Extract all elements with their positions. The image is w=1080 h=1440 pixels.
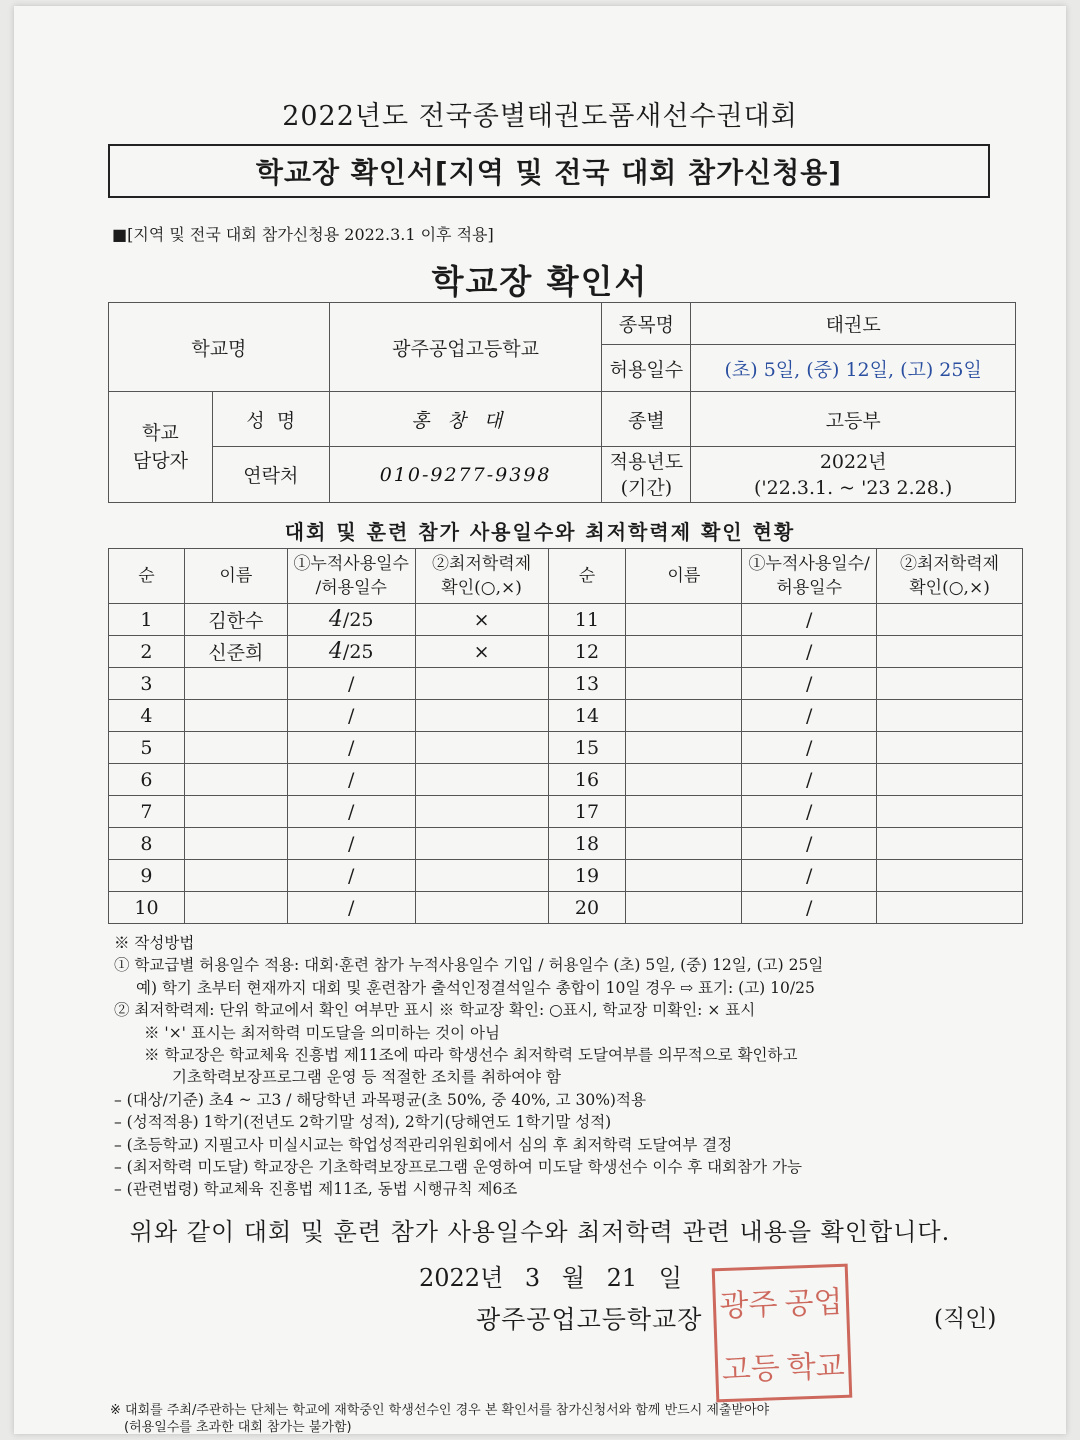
table-row [109, 636, 1023, 668]
student-name [626, 828, 742, 860]
instruction-line: – (초등학교) 지필고사 미실시교는 학업성적관리위원회에서 심의 후 최저학력 도달여부 결정 [114, 1135, 733, 1154]
row-number: 3 [109, 668, 185, 700]
date-year: 2022년 [419, 1264, 504, 1292]
form-title: 학교장 확인서[지역 및 전국 대회 참가신청용] [108, 144, 990, 198]
days-allowed: / [348, 705, 355, 727]
days-allowed: / [348, 769, 355, 791]
days-used-count: 4 [328, 639, 343, 664]
allowed-days: (초) 5일, (중) 12일, (고) 25일 [691, 345, 1016, 392]
days-used [742, 668, 877, 700]
days-allowed: / [805, 865, 813, 887]
min-academic-check [877, 604, 1023, 636]
days-used [287, 796, 415, 828]
header-days: ①누적사용일수/ 허용일수 [742, 549, 877, 604]
footer-line: (허용일수를 초과한 대회 참가는 불가함) [124, 1420, 352, 1435]
days-allowed: / [348, 801, 355, 823]
row-number: 16 [548, 764, 626, 796]
date-day: 21 일 [606, 1264, 682, 1292]
days-used [742, 700, 877, 732]
table-row [109, 828, 1023, 860]
row-number: 11 [548, 604, 626, 636]
days-used [742, 860, 877, 892]
year-cell [691, 447, 1016, 503]
phone-label: 연락처 [212, 447, 329, 503]
days-allowed: /25 [342, 641, 374, 663]
category: 고등부 [691, 392, 1016, 447]
min-academic-check [877, 732, 1023, 764]
days-used [287, 892, 415, 924]
stamp-char: 학교 [786, 1348, 846, 1386]
row-number: 5 [109, 732, 185, 764]
row-number: 20 [548, 892, 626, 924]
confirmation-text: 위와 같이 대회 및 훈련 참가 사용일수와 최저학력 관련 내용을 확인합니다. [129, 1218, 951, 1246]
days-allowed: / [805, 673, 813, 695]
instruction-line: ① 학교급별 허용일수 적용: 대회·훈련 참가 누적사용일수 기입 / 허용일수 (초) 5일, (중) 12일, (고) 25일 [114, 956, 824, 975]
school-name: 광주공업고등학교 [329, 303, 602, 392]
student-name [626, 732, 742, 764]
days-allowed: / [805, 769, 813, 791]
instruction-line: ※ '×' 표시는 최저학력 미도달을 의미하는 것이 아님 [144, 1023, 500, 1042]
days-used [742, 764, 877, 796]
days-used [742, 732, 877, 764]
min-academic-check: × [415, 604, 548, 636]
row-number: 15 [548, 732, 626, 764]
days-used [287, 764, 415, 796]
row-number: 7 [109, 796, 185, 828]
student-name [626, 860, 742, 892]
student-name [184, 892, 287, 924]
row-number: 6 [109, 764, 185, 796]
row-number: 4 [109, 700, 185, 732]
school-name-label: 학교명 [109, 303, 330, 392]
min-academic-check [877, 828, 1023, 860]
days-used [742, 796, 877, 828]
contact-phone: 010-9277-9398 [329, 447, 602, 503]
stamp-char: 고등 [721, 1351, 781, 1389]
table-row [109, 796, 1023, 828]
days-used [287, 828, 415, 860]
header-days: ①누적사용일수 /허용일수 [287, 549, 415, 604]
document-page [14, 6, 1066, 1434]
sport-label: 종목명 [602, 303, 691, 345]
days-used [742, 828, 877, 860]
instruction-line: ※ 학교장은 학교체육 진흥법 제11조에 따라 학생선수 최저학력 도달여부를 의무적으로 확인하고 [144, 1046, 798, 1065]
signer: 광주공업고등학교장 [476, 1305, 703, 1334]
days-allowed: / [805, 737, 813, 759]
days-used [287, 636, 415, 668]
roster-header-row [109, 549, 1023, 604]
contact-signature: 홍창대 [329, 392, 602, 447]
table-row [109, 700, 1023, 732]
header-name: 이름 [184, 549, 287, 604]
row-number: 10 [109, 892, 185, 924]
row-number: 19 [548, 860, 626, 892]
seal-note: (직인) [934, 1306, 997, 1332]
instruction-line: – (최저학력 미도달) 학교장은 기초학력보장프로그램 운영하여 미도달 학생선수 이수 후 대회참가 가능 [114, 1158, 802, 1177]
header-no: 순 [548, 549, 626, 604]
min-academic-check [415, 860, 548, 892]
instruction-line: – (관련법령) 학교체육 진흥법 제11조, 동법 시행규칙 제6조 [114, 1180, 518, 1199]
min-academic-check [877, 668, 1023, 700]
student-name [184, 700, 287, 732]
days-allowed: / [348, 737, 355, 759]
student-name [626, 700, 742, 732]
row-number: 14 [548, 700, 626, 732]
school-info-table [108, 302, 1016, 503]
signing-date [419, 1258, 682, 1293]
stamp-char: 광주 [718, 1287, 779, 1325]
table-row [109, 860, 1023, 892]
min-academic-check [877, 764, 1023, 796]
school-seal-stamp [712, 1264, 853, 1403]
min-academic-check [415, 828, 548, 860]
header-check: ②최저학력제 확인(○,×) [877, 549, 1023, 604]
table-row [109, 892, 1023, 924]
student-name [184, 796, 287, 828]
instruction-line: ※ 작성방법 [114, 934, 195, 952]
section-heading: 대회 및 훈련 참가 사용일수와 최저학력제 확인 현황 [284, 520, 796, 544]
days-used [287, 732, 415, 764]
min-academic-check: × [415, 636, 548, 668]
application-year: 2022년 [819, 450, 887, 473]
min-academic-check [415, 732, 548, 764]
student-name [184, 860, 287, 892]
name-label: 성 명 [212, 392, 329, 447]
days-used [287, 700, 415, 732]
days-allowed: / [805, 609, 813, 631]
days-allowed: / [805, 833, 813, 855]
roster-table [108, 548, 1023, 924]
days-allowed: / [348, 833, 355, 855]
min-academic-check [877, 700, 1023, 732]
header-check: ②최저학력제 확인(○,×) [415, 549, 548, 604]
row-number: 17 [548, 796, 626, 828]
min-academic-check [415, 892, 548, 924]
min-academic-check [877, 636, 1023, 668]
days-used [287, 604, 415, 636]
instructions [114, 932, 1034, 1201]
days-used-count: 4 [328, 607, 343, 632]
main-heading: 학교장 확인서 [431, 262, 649, 301]
student-name [626, 796, 742, 828]
instruction-line: ② 최저학력제: 단위 학교에서 확인 여부만 표시 ※ 학교장 확인: ○표시, 학교장 미확인: × 표시 [114, 1001, 756, 1020]
sport: 태권도 [691, 303, 1016, 345]
days-used [742, 604, 877, 636]
footer-note [110, 1402, 769, 1436]
instruction-line: 기초학력보장프로그램 운영 등 적절한 조치를 취하여야 함 [172, 1068, 561, 1087]
allowed-days-label: 허용일수 [602, 345, 691, 392]
stamp-char: 공업 [783, 1284, 844, 1322]
days-allowed: / [805, 705, 813, 727]
days-used [742, 636, 877, 668]
student-name [626, 668, 742, 700]
days-used [742, 892, 877, 924]
min-academic-check [415, 764, 548, 796]
footer-line: ※ 대회를 주최/주관하는 단체는 학교에 재학중인 학생선수인 경우 본 확인서를 참가신청서와 함께 반드시 제출받아야 [110, 1403, 770, 1418]
student-name [184, 668, 287, 700]
student-name [626, 892, 742, 924]
row-number: 8 [109, 828, 185, 860]
year-label: 적용년도 (기간) [602, 447, 691, 503]
min-academic-check [877, 892, 1023, 924]
row-number: 13 [548, 668, 626, 700]
table-row [109, 764, 1023, 796]
days-allowed: / [348, 865, 355, 887]
applicability-note: ■[지역 및 전국 대회 참가신청용 2022.3.1 이후 적용] [112, 225, 494, 244]
min-academic-check [415, 700, 548, 732]
days-allowed: / [805, 641, 813, 663]
instruction-line: – (대상/기준) 초4 ~ 고3 / 해당학년 과목평균(초 50%, 중 40%, 고 30%)적용 [114, 1090, 646, 1109]
contact-person-label: 학교 담당자 [109, 392, 213, 503]
category-label: 종별 [602, 392, 691, 447]
days-allowed: /25 [342, 609, 374, 631]
table-row [109, 668, 1023, 700]
student-name [626, 604, 742, 636]
min-academic-check [415, 796, 548, 828]
roster-body [109, 604, 1023, 924]
min-academic-check [877, 860, 1023, 892]
student-name [184, 764, 287, 796]
days-allowed: / [348, 897, 355, 919]
row-number: 1 [109, 604, 185, 636]
days-used [287, 860, 415, 892]
days-allowed: / [805, 801, 813, 823]
min-academic-check [415, 668, 548, 700]
instruction-line: 예) 학기 초부터 현재까지 대회 및 훈련참가 출석인정결석일수 총합이 10일 경우 ⇨ 표기: (고) 10/25 [136, 978, 815, 997]
header-no: 순 [109, 549, 185, 604]
instruction-line: – (성적적용) 1학기(전년도 2학기말 성적), 2학기(당해연도 1학기말 성적) [114, 1113, 612, 1132]
student-name: 김한수 [184, 604, 287, 636]
student-name [184, 732, 287, 764]
row-number: 9 [109, 860, 185, 892]
days-allowed: / [805, 897, 813, 919]
event-title: 2022년도 전국종별태권도품새선수권대회 [282, 101, 798, 132]
student-name [184, 828, 287, 860]
application-period: ('22.3.1. ~ '23 2.28.) [754, 476, 953, 499]
student-name [626, 764, 742, 796]
days-allowed: / [348, 673, 355, 695]
row-number: 12 [548, 636, 626, 668]
student-name: 신준희 [184, 636, 287, 668]
header-name: 이름 [626, 549, 742, 604]
row-number: 18 [548, 828, 626, 860]
table-row [109, 604, 1023, 636]
date-month: 3 월 [524, 1264, 585, 1292]
days-used [287, 668, 415, 700]
student-name [626, 636, 742, 668]
row-number: 2 [109, 636, 185, 668]
min-academic-check [877, 796, 1023, 828]
table-row [109, 732, 1023, 764]
